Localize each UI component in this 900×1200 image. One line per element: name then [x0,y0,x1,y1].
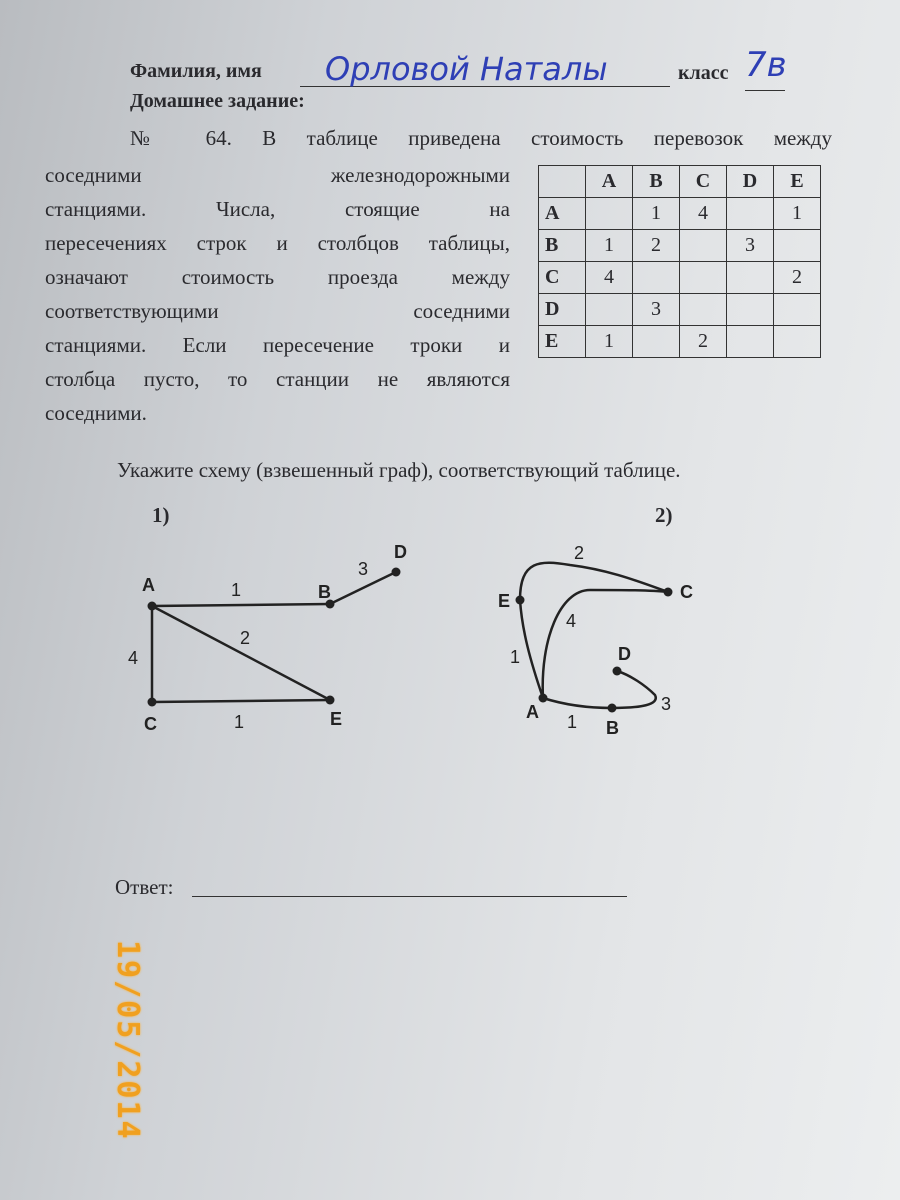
node-label: A [526,702,539,722]
edge-weight: 2 [240,628,251,648]
table-cell: 2 [680,326,727,358]
node-label: A [142,575,155,595]
surname-handwritten: Орловой Наталы [325,50,608,88]
node-d [613,667,622,676]
node-label: C [680,582,693,602]
table-cell: 4 [680,198,727,230]
node-label: E [330,709,343,729]
task-first-line: № 64. В таблице приведена стоимость перевозок между [130,126,832,150]
task-line: соседними железнодорожными [45,163,510,187]
task-line: станциями. Числа, стоящие на [45,197,510,221]
option-2-label: 2) [655,503,673,527]
edge-weight: 1 [231,580,242,600]
answer-label: Ответ: [115,875,174,899]
task-line: соседними. [45,401,147,425]
edge-weight: 3 [358,559,369,579]
table-cell: 3 [727,230,774,262]
node-a [539,694,548,703]
table-cell: 4 [586,262,633,294]
edge-weight: 2 [574,543,585,563]
table-cell: 3 [633,294,680,326]
node-label: B [318,582,331,602]
table-row-header: B [539,230,586,262]
edge-a-e [520,600,543,698]
node-c [664,588,673,597]
class-handwritten: 7в [745,45,787,85]
table-cell: D [727,166,774,198]
edge-weight: 1 [234,712,245,732]
table-row-header: D [539,294,586,326]
homework-label: Домашнее задание: [130,90,305,112]
table-row-header: C [539,262,586,294]
table-cell: A [586,166,633,198]
node-label: D [618,644,631,664]
node-label: C [144,714,157,734]
table-cell: 2 [774,262,821,294]
task-line: станциями. Если пересечение троки и [45,333,510,357]
edge-a-b [543,698,612,708]
task-line: пересечениях строк и столбцов таблицы, [45,231,510,255]
task-line: означают стоимость проезда между [45,265,510,289]
node-e [516,596,525,605]
table-cell: 1 [586,230,633,262]
surname-label: Фамилия, имя [130,60,262,82]
node-label: D [394,542,407,562]
question-text: Укажите схему (взвешенный граф), соответствующий таблице. [117,458,681,482]
class-label: класс [678,62,729,84]
edge-weight: 3 [661,694,672,714]
edge-a-c [543,590,668,698]
table-cell: 1 [774,198,821,230]
answer-line[interactable] [192,896,627,897]
table-cell: 1 [586,326,633,358]
edge-weight: 4 [128,648,139,668]
edge-e-c [520,563,668,600]
table-cell: E [774,166,821,198]
edge-weight: 1 [510,647,521,667]
table-cell: C [680,166,727,198]
table-row-header: A [539,198,586,230]
option-1-label: 1) [152,503,170,527]
node-label: E [498,591,511,611]
table-cell: 1 [633,198,680,230]
edge-weight: 4 [566,611,577,631]
node-b [608,704,617,713]
edge-weight: 1 [567,712,578,732]
table-cell: 2 [633,230,680,262]
task-line: столбца пусто, то станции не являются [45,367,510,391]
node-label: B [606,718,619,738]
table-row-header: E [539,326,586,358]
task-line: соответствующими соседними [45,299,510,323]
date-stamp: 19/05/2014 [110,940,145,1141]
table-cell: B [633,166,680,198]
edge-b-d [612,671,656,708]
